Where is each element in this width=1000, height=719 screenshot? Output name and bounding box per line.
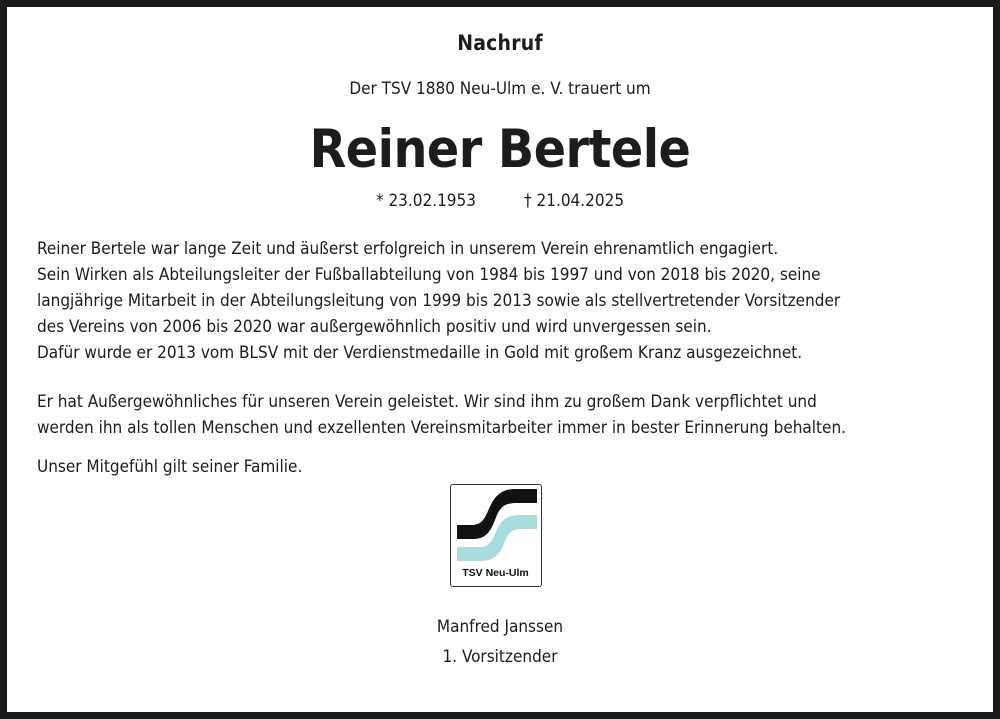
text-line: Er hat Außergewöhnliches für unseren Verein geleistet. Wir sind ihm zu großem Dank verpflichtet und: [37, 392, 817, 412]
paragraph-thanks: [37, 389, 977, 441]
text-line: Reiner Bertele war lange Zeit und äußerst erfolgreich in unserem Verein ehrenamtlich engagiert.: [37, 239, 779, 259]
paragraph-tribute: [37, 236, 977, 366]
signer-role: 1. Vorsitzender: [442, 647, 558, 667]
logo-text: TSV Neu-Ulm: [462, 567, 529, 579]
paragraph-condolence: [37, 454, 977, 480]
text-line: Unser Mitgefühl gilt seiner Familie.: [37, 457, 303, 477]
text-line: des Vereins von 2006 bis 2020 war außergewöhnlich positiv und wird unvergessen sein.: [37, 317, 712, 337]
notice-intro: Der TSV 1880 Neu-Ulm e. V. trauert um: [349, 79, 651, 99]
death-date: † 21.04.2025: [524, 191, 625, 211]
life-dates: [7, 191, 993, 211]
notice-heading: Nachruf: [457, 31, 543, 55]
text-line: langjährige Mitarbeit in der Abteilungsleitung von 1999 bis 2013 sowie als stellvertretender Vorsitzender: [37, 291, 841, 311]
club-logo-emblem-icon: [455, 489, 537, 563]
birth-date: * 23.02.1953: [375, 191, 476, 211]
text-line: Dafür wurde er 2013 vom BLSV mit der Verdienstmedaille in Gold mit großem Kranz ausgezeichnet.: [37, 343, 803, 363]
text-line: werden ihn als tollen Menschen und exzellenten Vereinsmitarbeiter immer in bester Erinnerung behalten.: [37, 418, 847, 438]
deceased-name: Reiner Bertele: [309, 119, 691, 180]
obituary-notice: [7, 7, 993, 712]
signer-name: Manfred Janssen: [436, 617, 564, 637]
text-line: Sein Wirken als Abteilungsleiter der Fußballabteilung von 1984 bis 1997 und von 2018 bis 2020, seine: [37, 265, 821, 285]
club-logo: [450, 484, 542, 587]
